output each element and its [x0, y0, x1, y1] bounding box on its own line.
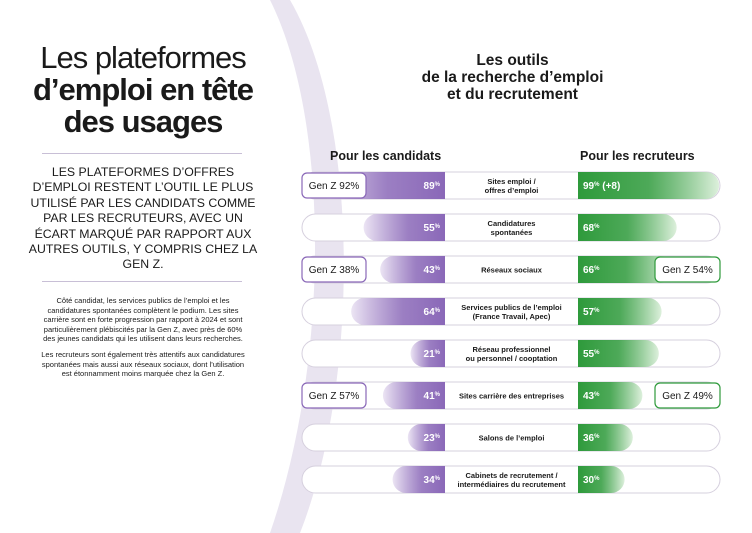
- value-label-candidats: 23%: [423, 433, 440, 444]
- gen-z-label-recruteurs: Gen Z 54%: [662, 265, 713, 276]
- category-label: Candidatures: [487, 219, 536, 228]
- chart-rows: [302, 172, 720, 493]
- category-label: Sites carrière des entreprises: [458, 391, 565, 401]
- chart-title-line-3: et du recrutement: [447, 86, 578, 103]
- value-label-recruteurs: 43%: [583, 391, 600, 402]
- value-label-candidats: 89%: [423, 181, 440, 192]
- gen-z-label-candidats: Gen Z 92%: [308, 181, 360, 192]
- body-paragraph-2: Les recruteurs sont également très attentifs aux candidatures spontanées mais aussi aux réseaux sociaux, dont l’utilisation est étonnamment moins marquée chez la Gen Z.: [41, 349, 245, 379]
- gen-z-label-candidats: Gen Z 38%: [308, 265, 360, 276]
- value-label-candidats: 34%: [423, 475, 440, 486]
- chart-title-line-2: de la recherche d’emploi: [421, 69, 604, 86]
- value-label-recruteurs: 68%: [583, 223, 600, 234]
- body-paragraph-1: Côté candidat, les services publics de l’emploi et les candidatures spontanées complètent le podium. Les sites carrière sont en forte progression par rapport à 2024 et sont particulièrement plébiscités par la Gen Z, avec près de 60% des jeunes candidats qui les utilisent dans leurs recherches.: [43, 296, 243, 344]
- category-label: offres d’emploi: [484, 186, 539, 195]
- value-label-candidats: 21%: [423, 349, 440, 360]
- value-label-recruteurs: 99% (+8): [583, 181, 621, 192]
- value-label-recruteurs: 57%: [583, 307, 600, 318]
- title-line-3: des usages: [63, 104, 223, 139]
- category-label: spontanées: [490, 228, 533, 237]
- title-line-2: d’emploi en tête: [33, 72, 253, 107]
- category-label: Réseau professionnel: [472, 345, 551, 354]
- category-label: Cabinets de recrutement /: [465, 471, 558, 480]
- category-label: Salons de l’emploi: [478, 433, 545, 443]
- category-label: (France Travail, Apec): [472, 312, 551, 321]
- category-label: ou personnel / cooptation: [465, 354, 558, 363]
- value-label-recruteurs: 66%: [583, 265, 600, 276]
- gen-z-label-recruteurs: Gen Z 49%: [662, 391, 713, 402]
- value-label-recruteurs: 30%: [583, 475, 600, 486]
- category-label: Réseaux sociaux: [481, 265, 542, 275]
- category-label: Services publics de l’emploi: [461, 303, 562, 312]
- value-label-candidats: 43%: [423, 265, 440, 276]
- gen-z-label-candidats: Gen Z 57%: [308, 391, 360, 402]
- column-header-recruteurs: Pour les recruteurs: [580, 149, 695, 163]
- value-label-candidats: 64%: [423, 307, 440, 318]
- lead-text: LES PLATEFORMES D’OFFRES D’EMPLOI RESTENT L’OUTIL LE PLUS UTILISÉ PAR LES CANDIDATS COMME PAR LES RECRUTEURS, AVEC UN ÉCART MARQUÉ PAR RAPPORT AUX AUTRES OUTILS, Y COMPRIS CHEZ LA GEN Z.: [28, 165, 258, 272]
- value-label-recruteurs: 36%: [583, 433, 600, 444]
- column-header-candidats: Pour les candidats: [330, 149, 442, 163]
- chart-title-line-1: Les outils: [476, 52, 549, 69]
- value-label-candidats: 41%: [423, 391, 440, 402]
- category-label: intermédiaires du recrutement: [457, 480, 566, 489]
- category-label: Sites emploi /: [487, 177, 536, 186]
- value-label-candidats: 55%: [423, 223, 440, 234]
- title-line-1: Les plateformes: [40, 40, 246, 75]
- value-label-recruteurs: 55%: [583, 349, 600, 360]
